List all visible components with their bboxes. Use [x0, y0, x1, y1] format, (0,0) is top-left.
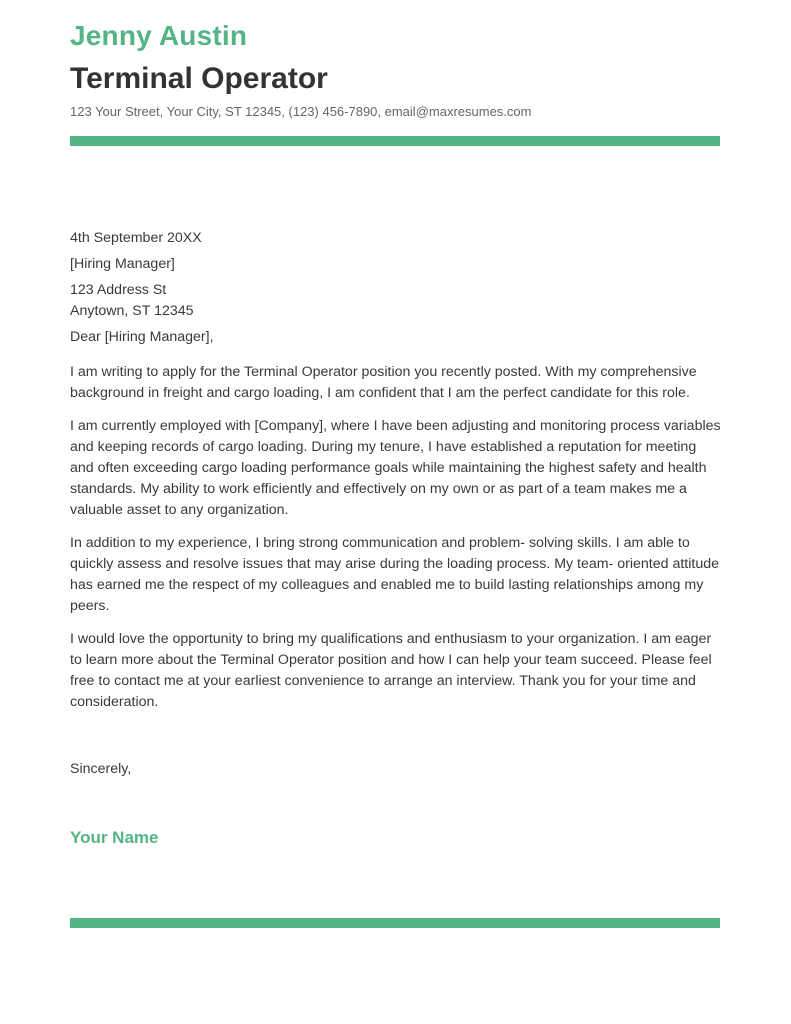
- body-paragraph-4: I would love the opportunity to bring my qualifications and enthusiasm to your organization. I am eager to learn more about the Terminal Operator position and how I can help your team succeed. Please feel free to contact me at your earliest convenience to arrange an interview. Thank you for your time and consideration.: [70, 631, 712, 710]
- body-paragraph-2: I am currently employed with [Company], where I have been adjusting and monitoring process variables and keeping records of cargo loading. During my tenure, I have established a reputation for meeting and often exceeding cargo loading performance goals while maintaining the highest safety and health standards. My ability to work efficiently and effectively on my own or as part of a team makes me a valuable asset to any organization.: [70, 418, 721, 518]
- salutation: Dear [Hiring Manager],: [70, 329, 214, 345]
- address-line-1: 123 Address St: [70, 282, 167, 298]
- footer-divider: [70, 918, 720, 928]
- signature-name: Your Name: [70, 828, 159, 847]
- recipient-name: [Hiring Manager]: [70, 256, 175, 272]
- letter-date: 4th September 20XX: [70, 230, 202, 246]
- address-line-2: Anytown, ST 12345: [70, 303, 194, 319]
- recipient-address: [70, 280, 722, 322]
- job-title: Terminal Operator: [70, 62, 328, 95]
- header-divider: [70, 136, 720, 146]
- closing: Sincerely,: [70, 761, 132, 777]
- body-paragraph-3: In addition to my experience, I bring strong communication and problem- solving skills. I am able to quickly assess and resolve issues that may arise during the loading process. My team- oriented attitude has earned me the respect of my colleagues and enabled me to build lasting relationships among my peers.: [70, 535, 720, 614]
- contact-info: 123 Your Street, Your City, ST 12345, (123) 456-7890, email@maxresumes.com: [70, 104, 532, 119]
- body-paragraph-1: I am writing to apply for the Terminal Operator position you recently posted. With my comprehensive background in freight and cargo loading, I am confident that I am the perfect candidate for this role.: [70, 364, 697, 401]
- applicant-name: Jenny Austin: [70, 20, 248, 51]
